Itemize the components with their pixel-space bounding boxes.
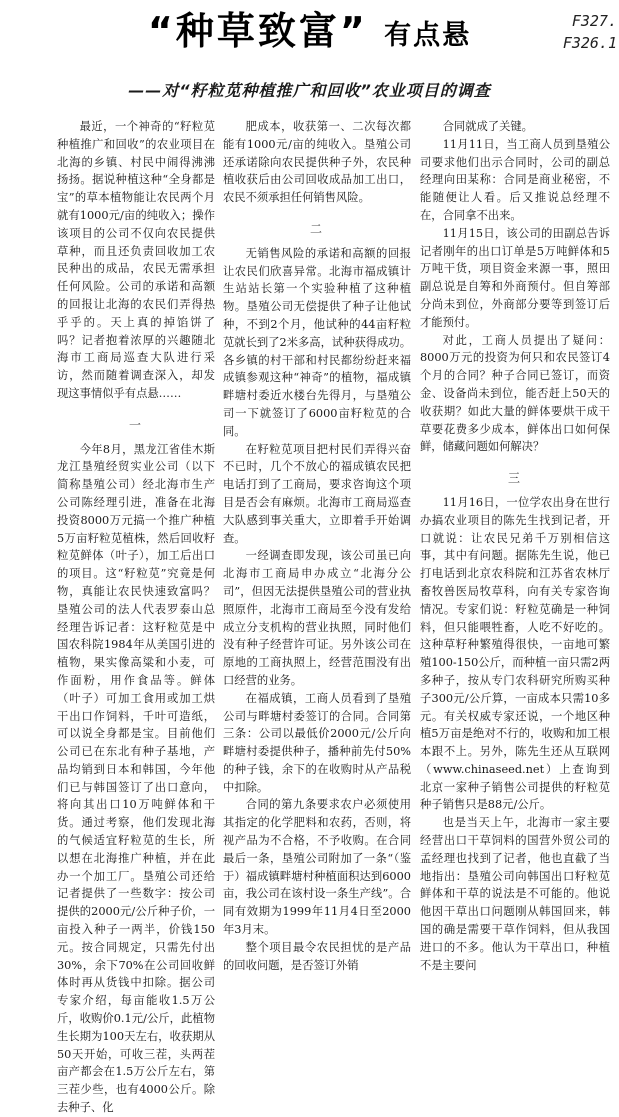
title-suffix: 有点悬 (384, 20, 472, 51)
handnote-line-1: F327. (571, 12, 617, 30)
paragraph: 今年8月，黑龙江省佳木斯龙江垦殖经贸实业公司（以下简称垦殖公司）经北海市生产公司陈经理引进，准备在北海投资8000万元搞一个推广种植5万亩籽粒苋植株，然后回收籽粒苋鲜体（叶子），加工后出口的项目。这“籽粒苋”究竟是何物，真能让农民快速致富吗？垦殖公司的法人代表罗泰山总经理告诉记者：这籽粒苋是中国农科院1984年从美国引进的植物，果实像高粱和小麦，可作面粉，用作食品等。鲜体（叶子）可加工食用或加工烘干出口作饲料，千叶可造纸，可以说全身都是宝。目前他们公司已在东北有种子基地，产品均销到日本和韩国，今年他们已与韩国签订了出口意向，将向其出口10万吨鲜体和干货。通过考察，他们发现北海的气候适宜籽粒苋的生长，所以想在北海推广种植，并在此办一个加工厂。垦殖公司还给记者提供了一些数字：按公司提供的2000元/公斤种子价，一亩投入种子一两半，价钱150元。按合同规定，只需先付出30%，余下70%在公司回收鲜体时再从货钱中扣除。据公司专家介绍，每亩能收1.5万公斤，收购价0.1元/公斤，此植物生长期为100天左右，收获期从50天开始，可收三茬，头两茬亩产都会在1.5万公斤左右，第三茬少些，也有4000公斤。除去种子、化 (57, 442, 215, 1115)
paragraph: 11月16日，一位学农出身在世行办搞农业项目的陈先生找到记者，开口就说：让农民兄弟千万别相信这事，其中有问题。据陈先生说，他已打电话到北京农科院和江苏省农林厅畜牧兽医局牧草科，向有关专家咨询情况。专家们说：籽粒苋确是一种饲料，但只能喂牲畜，人吃不好吃的。这种草籽种繁殖得很快，一亩地可繁殖100-150公斤，而种植一亩只需2两多种子，按从专门农科研究所购买种子300元/公斤算，一亩成本只需10多元。有关权威专家还说，一个地区种植5万亩是绝对不行的，收购和加工根本跟不上。另外，陈先生还从互联网（www.chinaseed.net）上查询到北京一家种子销售公司提供的籽粒苋种子销售只是88元/公斤。 (420, 495, 610, 812)
paragraph: 11月15日，该公司的田副总告诉记者刚年的出口订单是5万吨鲜体和5万吨干货，项目资金来源一事，照田副总说是自筹和外商预付。但自筹部分尚未到位，外商部分要等到签订后才能预付。 (420, 226, 610, 329)
handwritten-catalog-note (547, 10, 617, 54)
section-marker: 一 (128, 417, 143, 432)
title-main: “种草致富” (147, 9, 368, 53)
paragraph: 最近，一个神奇的“籽粒苋种植推广和回收”的农业项目在北海的乡镇、村民中闹得沸沸扬扬。据说种植这种“全身都是宝”的草本植物能让农民两个月就有1000元/亩的纯收入；操作该项目的公司不仅向农民提供草种，而且还负责回收加工农民种出的成品，农民无需承担任何风险。公司的承诺和高额的回报让北海的农民们弄得热乎乎的。天上真的掉馅饼了吗？记者抱着浓厚的兴趣随北海市工商局巡查大队进行采访，然而随着调查深入，却发现这事情似乎有点悬…… (57, 120, 215, 400)
section-marker: 二 (309, 221, 324, 236)
paragraph: 肥成本，收获第一、二次每次都能有1000元/亩的纯收入。垦殖公司还承诺除向农民提供种子外，农民种植收获后由公司回收成品加工出口，农民不须承担任何销售风险。 (223, 120, 411, 205)
paragraph: 一经调查即发现，该公司虽已向北海市工商局申办成立“北海分公司”，但因无法提供垦殖公司的营业执照原件，北海市工商局至今没有发给成立分支机构的营业执照，同时他们没有种子经营许可证。另外该公司在原地的工商执照上，经营范围没有出口经营的业务。 (223, 549, 411, 687)
paragraph: 对此，工商人员提出了疑问：8000万元的投资为何只和农民签订4个月的合同？种子合同已签订，而资金、设备尚未到位，能否赶上50天的收获期？如此大量的鲜体要烘干成干草要花费多少成本，鲜体出口如何保鲜，储藏问题如何解决？ (420, 333, 610, 454)
paragraph: 整个项目最令农民担忧的是产品的回收问题，是否签订外销 (223, 940, 411, 972)
article-subtitle: ——对“籽粒苋种植推广和回收”农业项目的调查 (128, 81, 491, 100)
handnote-line-2: F326.1 (562, 34, 617, 52)
paragraph: 合同的第九条要求农户必须使用其指定的化学肥料和农药，否则，将视产品为不合格，不予收购。在合同最后一条，垦殖公司附加了一条“（鉴于）福成镇畔塘村种植面积达到6000亩，我公司在该村设一条生产线”。合同有效期为1999年11月4日至2000年3月末。 (223, 798, 411, 937)
paragraph: 无销售风险的承诺和高额的回报让农民们欣喜异常。北海市福成镇计生站站长第一个实验种植了这种植物。垦殖公司无偿提供了种子让他试种，不到2个月，他试种的44亩籽粒苋就长到了2米多高，试种获得成功。各乡镇的村干部和村民都纷纷赶来福成镇参观这种“神奇”的植物，福成镇畔塘村委近水楼台先得月，与垦殖公司一下就签订了6000亩籽粒苋的合同。 (223, 246, 411, 438)
column-1 (57, 118, 215, 1115)
article-title (0, 8, 619, 59)
paragraph: 在福成镇，工商人员看到了垦殖公司与畔塘村委签订的合同。合同第三条：公司以最低价2000元/公斤向畔塘村委提供种子，播种前先付50%的种子钱，余下的在收购时从产品税中扣除。 (223, 691, 411, 794)
paragraph: 11月11日，当工商人员到垦殖公司要求他们出示合同时，公司的副总经理向田某称：合同是商业秘密，不能随便让人看。后又推说总经理不在，合同拿不出来。 (420, 137, 610, 222)
column-2 (223, 118, 411, 972)
section-marker: 三 (507, 471, 522, 486)
article-body (0, 118, 619, 1115)
paragraph: 也是当天上午，北海市一家主要经营出口干草饲料的国营外贸公司的孟经理也找到了记者，他也直截了当地指出：垦殖公司向韩国出口籽粒苋鲜体和干草的说法是不可能的。他说他因干草出口问题刚从韩国回来，韩国的确是需要干草作饲料，但从我国进口的不多。他认为干草出口，种植不是主要问 (420, 816, 610, 972)
column-3 (420, 118, 610, 972)
paragraph: 在籽粒苋项目把村民们弄得兴奋不已时，几个不放心的福成镇农民把电话打到了工商局，要求咨询这个项目是否会有麻烦。北海市工商局巡查大队感到事关重大，立即着手开始调查。 (223, 442, 411, 545)
paragraph: 合同就成了关键。 (442, 120, 533, 133)
